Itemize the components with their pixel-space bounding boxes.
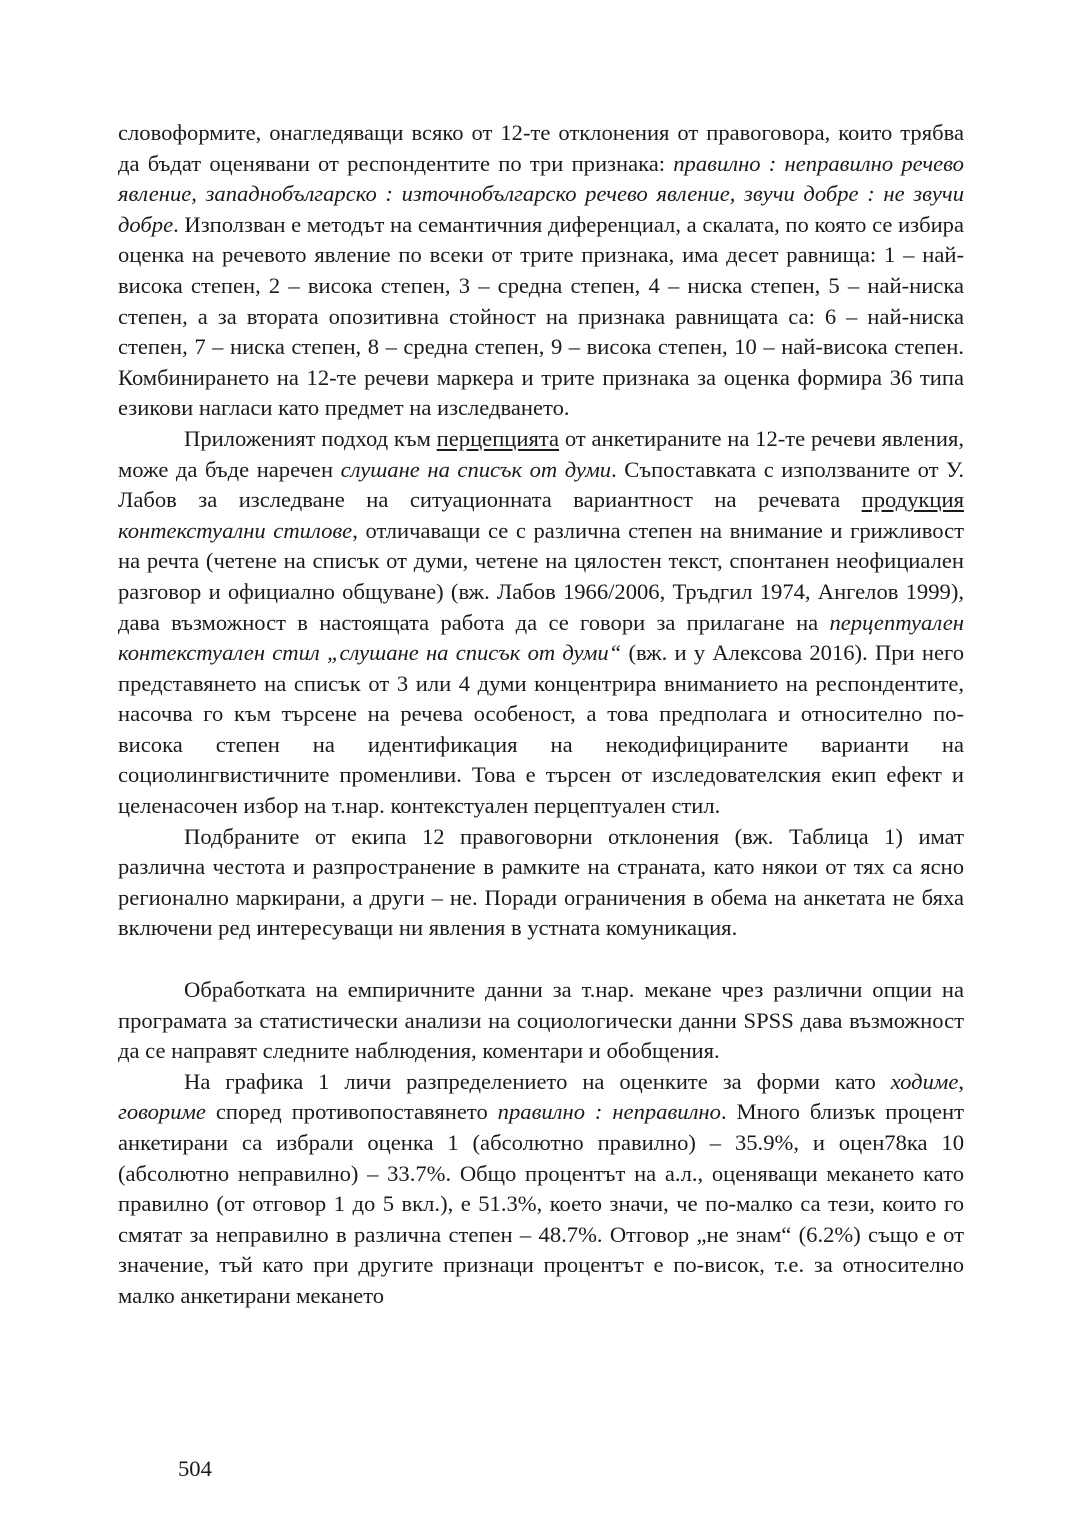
text-run: Приложеният подход към [184,425,437,451]
paragraph-p2 [118,424,964,822]
italic-term: правилно : неправилно речево явление, западнобългарско : източнобългарско речево явление, звучи добре : не звучи добре [118,150,964,237]
text-run: Подбраните от екипа 12 правоговорни отклонения (вж. Таблица 1) имат различна честота и разпространение в рамките на страната, като някои от тях са ясно регионално маркирани, а други – не. Поради ограничения в обема на анкетата не бяха включени ред интересуващи ни явления в устната комуникация. [118,823,964,941]
italic-term: правилно : неправилно [497,1099,721,1125]
paragraph-p5 [118,1067,964,1312]
paragraph-p4 [118,975,964,1067]
underlined-term: продукция [861,487,964,513]
text-run: . Много близък процент анкетирани са избрали оценка 1 (абсолютно правилно) – 35.9%, и оцен78ка 10 (абсолютно неправилно) – 33.7%. Общо процентът на а.л., оценяващи мекането като правилно (от отговор 1 до 5 вкл.), е 51.3%, което значи, че по-малко са тези, които го смятат за неправилно в различна степен – 48.7%. Отговор „не знам“ (6.2%) също е от значение, тъй като при другите признаци процентът е по-висок, т.е. за относително малко анкетирани мекането [118,1099,965,1308]
text-run: Обработката на емпиричните данни за т.нар. мекане чрез различни опции на програмата за статистически анализи на социологически данни SPSS дава възможност да се направят следните наблюдения, коментари и обобщения. [118,977,964,1064]
italic-term: перцептуален контекстуален стил „слушане на списък от думи“ [118,609,964,666]
italic-term: контекстуални стилове [118,517,353,543]
page-number: 504 [178,1456,212,1481]
text-run: според противопоставянето [205,1099,498,1125]
text-run: (вж. и у Алексова 2016). При него представянето на списък от 3 или 4 думи концентрира вниманието на респондентите, насочва го към търсене на речева особеност, а това предполага и относително по-висока степен на идентификация на некодифицираните варианти на социолингвистичните променливи. Това е търсен от изследователския екип ефект и целенасочен избор на т.нар. контекстуален перцептуален стил. [118,640,964,819]
text-run: . Използван е методът на семантичния диференциал, а скалата, по която се избира оценка на речевото явление по всеки от трите признака, има десет равнища: 1 – най-висока степен, 2 – висока степен, 3 – средна степен, 4 – ниска степен, 5 – най-ниска степен, а за втората опозитивна стойност на признака равнищата са: 6 – най-ниска степен, 7 – ниска степен, 8 – средна степен, 9 – висока степен, 10 – най-висока степен. Комбинирането на 12-те речеви маркера и трите признака за оценка формира 36 типа езикови нагласи като предмет на изследването. [118,211,964,421]
italic-term: слушане на списък от думи [340,456,612,482]
text-run: . Съпоставката с използваните от У. Лабов за изследване на ситуационната вариантност на речевата [118,456,965,513]
italic-term: ходиме [890,1068,959,1094]
paragraph-p1 [118,118,964,424]
page-body [118,118,964,1312]
paragraph-gap [118,944,964,975]
text-run: словоформите, онагледяващи всяко от 12-те отклонения от правоговора, които трябва да бъдат оценявани от респондентите по три признака: [118,120,964,176]
paragraph-p3 [118,822,964,944]
text-run: от анкетираните на 12-те речеви явления, може да бъде наречен [118,425,964,482]
italic-term: говориме [118,1099,206,1125]
underlined-term: перцепцията [436,425,560,451]
text-run: , [958,1068,964,1094]
text-run: , отличаващи се с различна степен на внимание и грижливост на речта (четене на списък от думи, четене на цялостен текст, спонтанен неофициален разговор и официално общуване) (вж. Лабов 1966/2006, Тръдгил 1974, Ангелов 1999), дава възможност в настоящата работа да се говори за прилагане на [118,517,965,635]
text-run: На графика 1 личи разпределението на оценките за форми като [184,1068,891,1094]
